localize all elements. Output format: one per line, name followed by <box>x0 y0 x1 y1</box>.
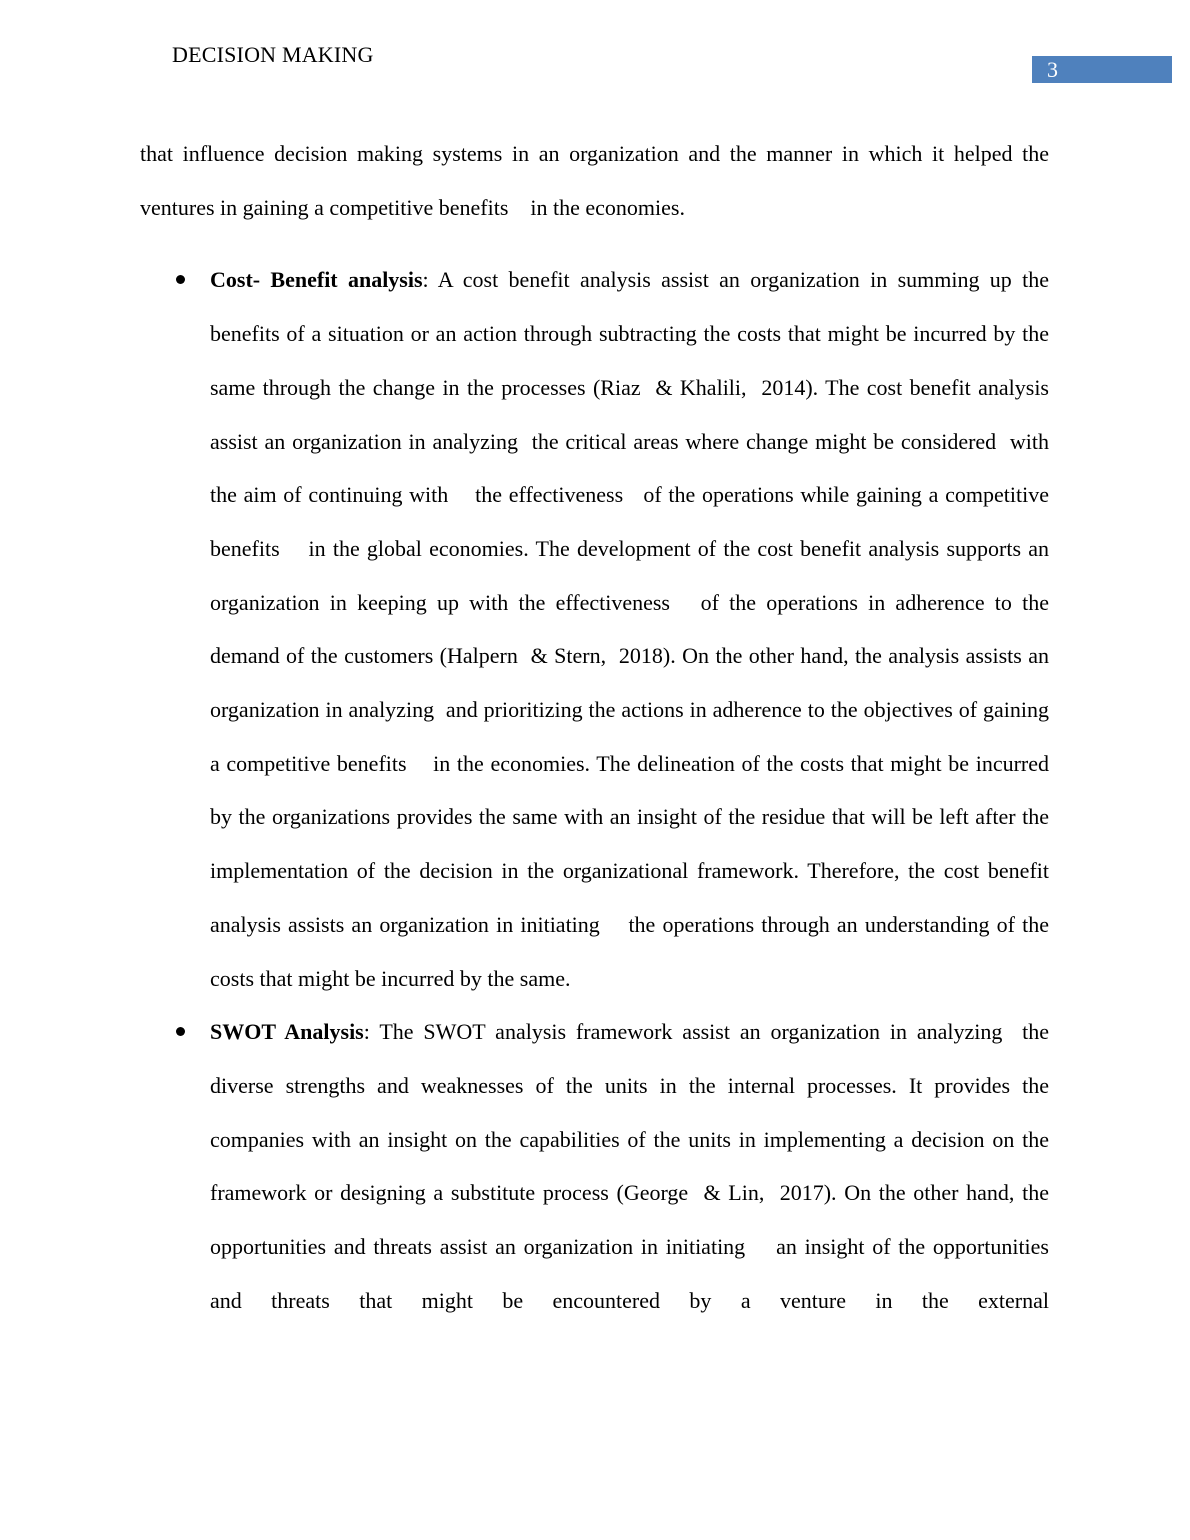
bullet-item-swot <box>140 1005 1055 1327</box>
page-number: 3 <box>1047 57 1058 82</box>
bullet-text: : A cost benefit analysis assist an organization in summing up the benefits of a situation or an action through subtracting the costs that might be incurred by the same through the change in the processes (Riaz & Khalili, 2014). The cost benefit analysis assist an organization in analyzing the critical areas where change might be considered with the aim of continuing with the effectiveness of the operations while gaining a competitive benefits in the global economies. The development of the cost benefit analysis supports an organization in keeping up with the effectiveness of the operations in adherence to the demand of the customers (Halpern & Stern, 2018). On the other hand, the analysis assists an organization in analyzing and prioritizing the actions in adherence to the objectives of gaining a competitive benefits in the economies. The delineation of the costs that might be incurred by the organizations provides the same with an insight of the residue that will be left after the implementation of the decision in the organizational framework. Therefore, the cost benefit analysis assists an organization in initiating the operations through an understanding of the costs that might be incurred by the same. <box>210 267 1060 991</box>
bullet-dot-icon <box>176 1027 185 1036</box>
bullet-item-cost-benefit <box>140 253 1060 1005</box>
bullet-text: : The SWOT analysis framework assist an organization in analyzing the diverse strengths and weaknesses of the units in the internal processes. It provides the companies with an insight on the capabilities of the units in implementing a decision on the framework or designing a substitute process (George & Lin, 2017). On the other hand, the opportunities and threats assist an organization in initiating an insight of the opportunities and threats that might be encountered by a venture in the external <box>210 1019 1055 1313</box>
bullet-dot-icon <box>176 275 185 284</box>
running-head: DECISION MAKING <box>172 42 374 67</box>
page-number-box <box>1032 56 1172 83</box>
bullet-term: SWOT Analysis <box>210 1019 364 1045</box>
bullet-term: Cost- Benefit analysis <box>210 267 423 293</box>
intro-paragraph: that influence decision making systems in an organization and the manner in which it helped the ventures in gaining a competitive benefits in the economies. <box>140 141 1055 220</box>
document-body <box>140 127 1060 1327</box>
